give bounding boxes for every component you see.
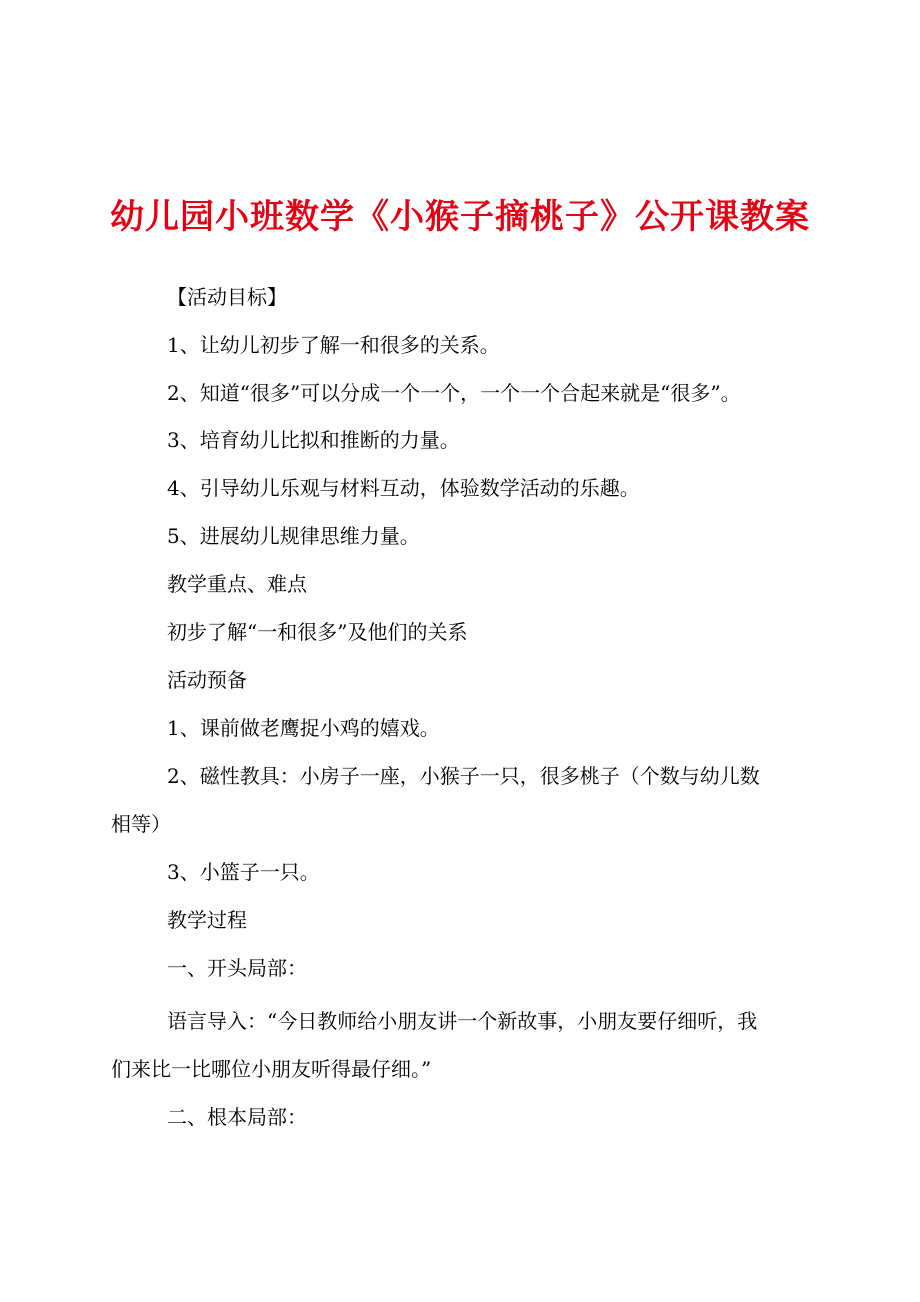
preparation-item-2-continued: 相等） xyxy=(111,812,171,836)
preparation-item-3: 3、小篮子一只。 xyxy=(167,860,320,884)
preparation-item-2: 2、磁性教具：小房子一座，小猴子一只，很多桃子（个数与幼儿数 xyxy=(167,764,760,788)
process-part-1-heading: 一、开头局部： xyxy=(167,956,307,980)
key-points-text: 初步了解“一和很多”及他们的关系 xyxy=(167,620,468,644)
section-heading-key-points: 教学重点、难点 xyxy=(167,572,307,596)
goal-item-1: 1、让幼儿初步了解一和很多的关系。 xyxy=(167,333,500,357)
goal-item-5: 5、进展幼儿规律思维力量。 xyxy=(167,524,420,548)
document-title: 幼儿园小班数学《小猴子摘桃子》公开课教案 xyxy=(110,197,810,237)
goal-item-4: 4、引导幼儿乐观与材料互动，体验数学活动的乐趣。 xyxy=(167,476,640,500)
process-part-2-heading: 二、根本局部： xyxy=(167,1105,307,1129)
section-heading-teaching-process: 教学过程 xyxy=(167,908,247,932)
process-intro-text-continued: 们来比一比哪位小朋友听得最仔细。” xyxy=(111,1057,432,1081)
preparation-item-1: 1、课前做老鹰捉小鸡的嬉戏。 xyxy=(167,716,440,740)
goal-item-2: 2、知道“很多”可以分成一个一个，一个一个合起来就是“很多”。 xyxy=(167,381,741,405)
process-intro-text: 语言导入：“今日教师给小朋友讲一个新故事，小朋友要仔细听，我 xyxy=(167,1009,758,1033)
section-heading-activity-goals: 【活动目标】 xyxy=(167,285,287,309)
section-heading-preparation: 活动预备 xyxy=(167,668,247,692)
goal-item-3: 3、培育幼儿比拟和推断的力量。 xyxy=(167,428,460,452)
